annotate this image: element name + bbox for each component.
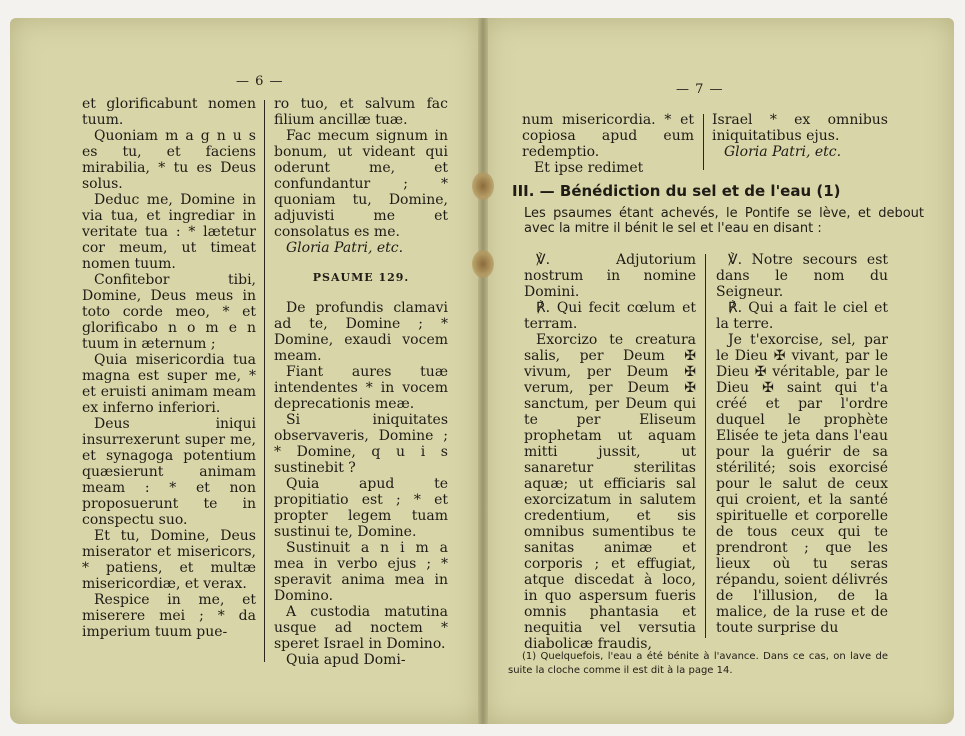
left-column-1	[82, 96, 256, 640]
verse: num misericordia. * et copiosa apud eum redemptio.	[522, 112, 694, 160]
latin-column	[524, 252, 696, 652]
verse: De profundis clamavi ad te, Domine ; * Domine, exaudi vocem meam.	[274, 300, 448, 364]
column-divider-top	[703, 114, 704, 170]
exorcism-text-french: Je t'exorcise, sel, par le Dieu ✠ vivant, par le Dieu ✠ véritable, par le Dieu ✠ saint qui t'a créé et par l'ordre duquel le prophète Elisée te jeta dans l'eau pour la guérir de sa stérilité; sois exorcisé pour le salut de ceux qui croient, et la santé spirituelle et corporelle de tous ceux qui te prendront ; que les lieux où tu seras répandu, soient délivrés de l'illusion, de la malice, de la ruse et de toute surprise du	[716, 332, 888, 636]
footnote-text: (1) Quelquefois, l'eau a été bénite à l'avance. Dans ce cas, on lave de suite la cloche comme il est dit à la page 14.	[508, 651, 888, 676]
verse: Et tu, Domine, Deus miserator et misericors, * patiens, et multæ misericordiæ, et verax.	[82, 528, 256, 592]
verse: Quia apud Domi-	[286, 652, 406, 668]
verse: Quoniam m a g n u s es tu, et faciens mirabilia, * tu es Deus solus.	[82, 128, 256, 192]
verse: Confitebor tibi, Domine, Deus meus in toto corde meo, * et glorificabo n o m e n tuum in æternum ;	[82, 272, 256, 352]
verse: et glorificabunt nomen tuum.	[82, 96, 256, 128]
verse: Respice in me, et miserere mei ; * da imperium tuum pue-	[82, 592, 256, 640]
column-divider-bottom	[705, 254, 706, 638]
book-spine	[478, 18, 488, 724]
verse: Quia misericordia tua magna est super me, * et eruisti animam meam ex inferno inferiori.	[82, 352, 256, 416]
verse: Quia apud te propitiatio est ; * et propter legem tuam sustinui te, Domine.	[274, 476, 448, 540]
gloria-patri: Gloria Patri, etc.	[286, 240, 404, 256]
versicle: ℣. Adjutorium nostrum in nomine Domini.	[524, 252, 696, 300]
verse: Deus iniqui insurrexerunt super me, et synagoga potentium quæsierunt animam meam : * et non proposuerunt te in conspectu suo.	[82, 416, 256, 528]
verse: Et ipse redimet	[534, 160, 644, 176]
page-number-left: — 6 —	[236, 74, 284, 89]
verse: Fiant aures tuæ intendentes * in vocem deprecationis meæ.	[274, 364, 448, 412]
psalm-title: PSAUME 129.	[312, 271, 410, 284]
binding-hole-top	[472, 172, 494, 200]
french-column	[716, 252, 888, 636]
verse: Fac mecum signum in bonum, ut videant qui oderunt me, et confundantur ; * quoniam tu, Domine, adjuvisti me et consolatus es me.	[274, 128, 448, 240]
verse: A custodia matutina usque ad noctem * speret Israel in Domino.	[274, 604, 448, 652]
verse: Israel * ex omnibus iniquitatibus ejus.	[712, 112, 888, 144]
page-number-right: — 7 —	[676, 82, 724, 97]
footnote	[508, 650, 888, 678]
gloria-patri: Gloria Patri, etc.	[724, 144, 842, 160]
left-column-2	[274, 96, 448, 668]
verse: ro tuo, et salvum fac filium ancillæ tuæ.	[274, 96, 448, 128]
response: ℟. Qui a fait le ciel et la terre.	[716, 300, 888, 332]
rubric-instruction: Les psaumes étant achevés, le Pontife se lève, et debout avec la mitre il bénit le sel et l'eau en disant :	[524, 206, 924, 236]
right-top-column-2	[712, 112, 888, 160]
versicle: ℣. Notre secours est dans le nom du Seigneur.	[716, 252, 888, 300]
column-divider-left	[264, 100, 265, 662]
binding-hole-bottom	[472, 250, 494, 278]
section-title: III. — Bénédiction du sel et de l'eau (1)	[512, 182, 841, 200]
verse: Si iniquitates observaveris, Domine ; * Domine, q u i s sustinebit ?	[274, 412, 448, 476]
response: ℟. Qui fecit cœlum et terram.	[524, 300, 696, 332]
verse: Sustinuit a n i m a mea in verbo ejus ; * speravit anima mea in Domino.	[274, 540, 448, 604]
right-top-column-1	[522, 112, 694, 176]
exorcism-text-latin: Exorcizo te creatura salis, per Deum ✠ vivum, per Deum ✠ verum, per Deum ✠ sanctum, per Deum qui te per Eliseum prophetam ut aquam mitti jussit, ut sanaretur sterilitas aquæ; ut efficiaris sal exorcizatum in salutem credentium, et sis omnibus sumentibus te sanitas animæ et corporis ; et effugiat, atque discedat à loco, in quo aspersum fueris omnis phantasia et nequitia vel versutia diabolicæ fraudis,	[524, 332, 696, 652]
verse: Deduc me, Domine in via tua, et ingrediar in veritate tua : * lætetur cor meum, ut timeat nomen tuum.	[82, 192, 256, 272]
